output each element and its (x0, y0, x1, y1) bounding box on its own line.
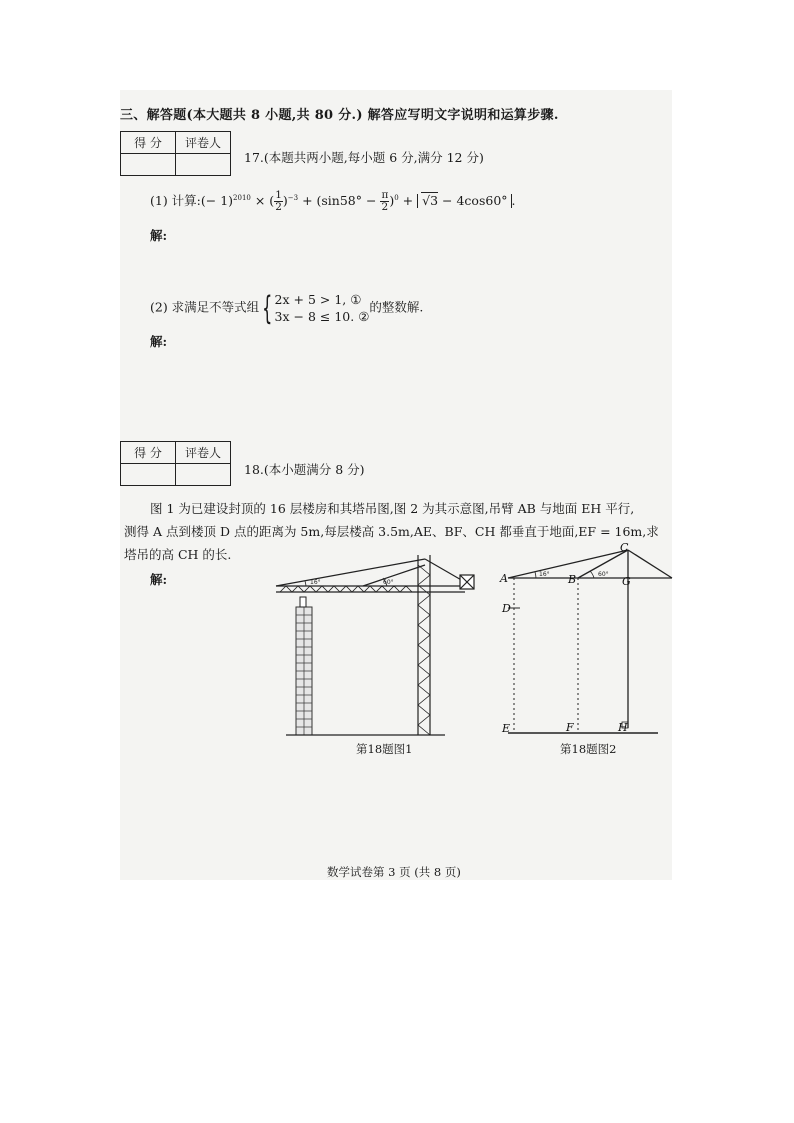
counterweight-icon (460, 575, 474, 589)
hook-icon (300, 597, 306, 607)
q17-part2 (150, 291, 423, 325)
angle-arc-16-fig2 (535, 572, 536, 578)
grader-label: 评卷人 (176, 442, 231, 464)
fig2-angle-60: 60° (598, 571, 609, 578)
q17-part1 (150, 190, 516, 213)
q17-p1-exp3: )$^0$ + (389, 193, 418, 208)
angle-arc-60-fig2 (590, 571, 594, 578)
q17-p1-end: . (511, 193, 516, 208)
score-cell[interactable] (121, 154, 176, 176)
left-brace-icon: { (262, 289, 273, 327)
fig2-caption: 第18题图2 (560, 742, 617, 756)
q17-p2-suffix: 的整数解. (369, 299, 424, 315)
q18-line1: 图 1 为已建设封顶的 16 层楼房和其塔吊图,图 2 为其示意图,吊臂 AB 与地面 EH 平行, (150, 501, 635, 516)
frac-num: 1 (275, 189, 282, 201)
score-cell[interactable] (121, 464, 176, 486)
q18-header: 18.(本小题满分 8 分) (244, 462, 365, 477)
score-label: 得 分 (121, 132, 176, 154)
section-heading: 三、解答题(本大题共 8 小题,共 80 分.) 解答应写明文字说明和运算步骤. (120, 108, 559, 123)
fig1-angle-60: 60° (383, 579, 394, 586)
label-f: F (566, 721, 574, 734)
building-16-floors (296, 607, 312, 735)
cable-c-right (628, 550, 672, 578)
fig1-angle-16: 16° (310, 579, 321, 586)
abs-rest: − 4cos60° (438, 193, 508, 208)
crane-mast (418, 555, 430, 735)
q17-p1-exp1: 2010 (233, 193, 251, 202)
inequality-1: 2x + 5 > 1, ① (274, 292, 362, 307)
fig2-angle-16: 16° (539, 571, 550, 578)
q18-line2: 测得 A 点到楼顶 D 点的距离为 5m,每层楼高 3.5m,AE、BF、CH 都垂直于地面,EF = 16m,求 (124, 524, 659, 539)
q17-p1-exp2: )$^{-3}$ + (sin58° − (282, 193, 381, 208)
score-box-q18 (120, 441, 231, 486)
q18-solution-label: 解: (150, 572, 168, 587)
label-c: C (620, 541, 629, 554)
label-a: A (500, 572, 508, 585)
grader-cell[interactable] (176, 154, 231, 176)
label-e: E (502, 722, 511, 735)
q17-p1-times: × ( (250, 193, 275, 208)
sqrt-arg: 3 (430, 193, 439, 208)
q17-header: 17.(本题共两小题,每小题 6 分,满分 12 分) (244, 150, 484, 165)
q17-p2-prefix: (2) 求满足不等式组 (150, 299, 260, 315)
label-b: B (568, 573, 577, 586)
frac-den: 2 (275, 201, 282, 213)
crane-jib (276, 559, 470, 592)
label-g: G (622, 575, 631, 588)
pi-num: π (381, 189, 389, 201)
q17-solution-label-2: 解: (150, 334, 168, 349)
grader-label: 评卷人 (176, 132, 231, 154)
pi-den: 2 (381, 201, 389, 213)
fig1-caption: 第18题图1 (356, 742, 413, 756)
q18-line3: 塔吊的高 CH 的长. (124, 547, 232, 562)
score-label: 得 分 (121, 442, 176, 464)
inequality-2: 3x − 8 ≤ 10. ② (274, 309, 370, 324)
angle-arc-16 (305, 581, 306, 586)
inequality-system (259, 291, 369, 325)
figure-1-crane-drawing (270, 555, 485, 740)
q17-p1-prefix: (1) 计算:(− 1) (150, 193, 234, 208)
fraction-half (274, 190, 283, 213)
figure-2-schematic (494, 540, 674, 740)
page-footer: 数学试卷第 3 页 (共 8 页) (327, 865, 461, 879)
score-box-q17 (120, 131, 231, 176)
sqrt-symbol: √3 (422, 193, 439, 208)
fraction-pi-half (380, 190, 389, 213)
label-h: H (618, 721, 628, 734)
absolute-value (417, 194, 511, 208)
label-d: D (502, 602, 511, 615)
grader-cell[interactable] (176, 464, 231, 486)
q17-solution-label-1: 解: (150, 228, 168, 243)
